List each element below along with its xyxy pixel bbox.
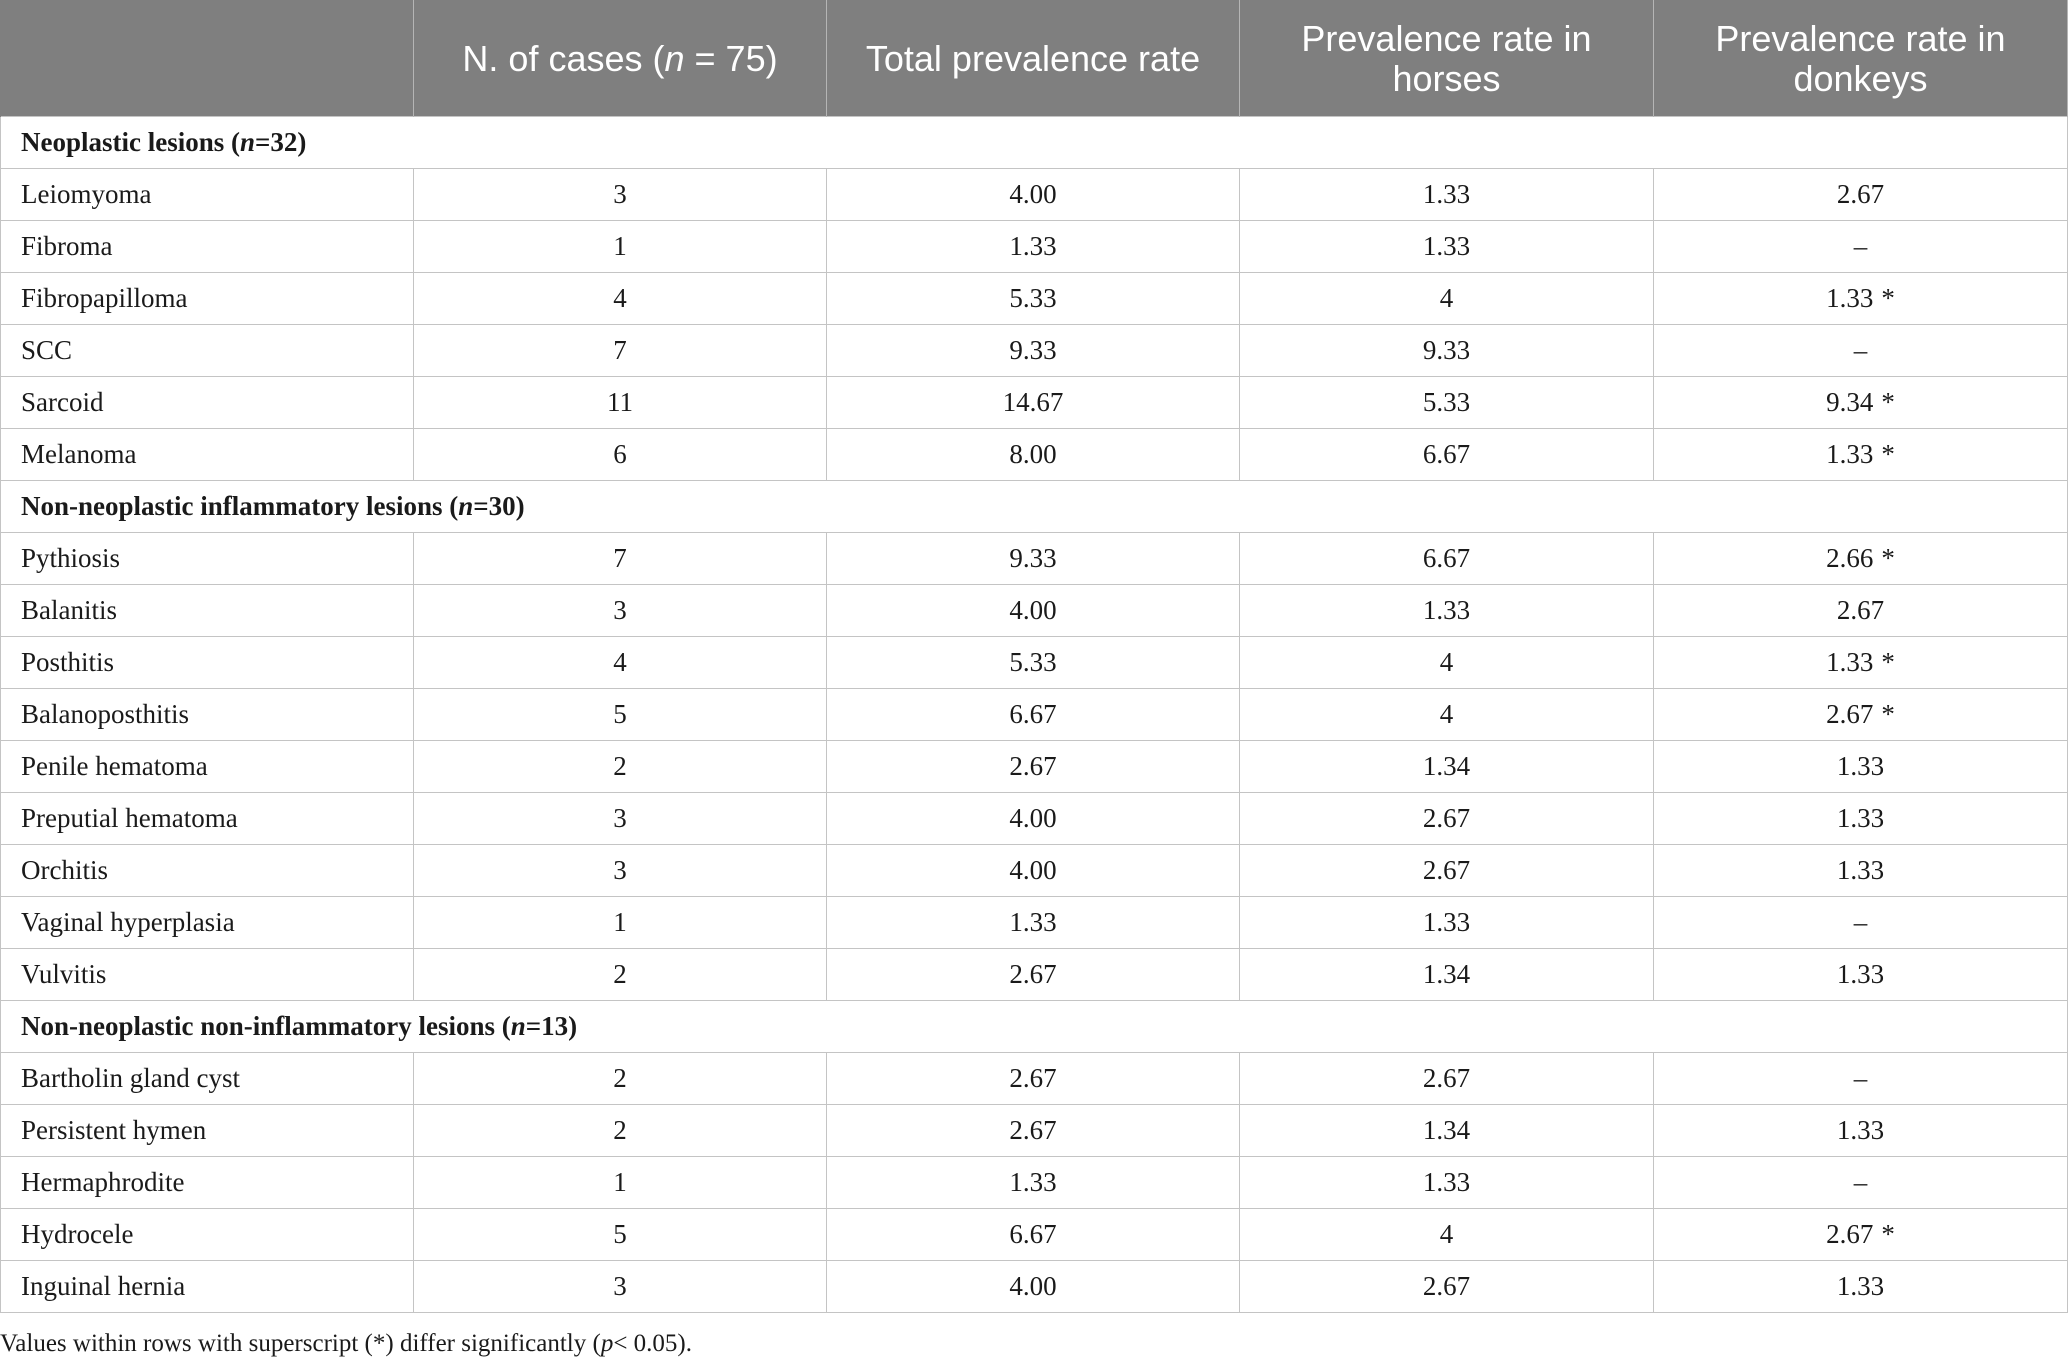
table-row xyxy=(1,1209,2068,1261)
cell-cases: 11 xyxy=(414,377,827,429)
significance-marker: * xyxy=(1881,647,1895,677)
cell-cases: 4 xyxy=(414,273,827,325)
cell-donkeys-prevalence xyxy=(1654,325,2068,377)
cell-donkeys-prevalence xyxy=(1654,1157,2068,1209)
cell-lesion-name: Leiomyoma xyxy=(1,169,414,221)
table-row xyxy=(1,585,2068,637)
cell-total-prevalence: 14.67 xyxy=(827,377,1240,429)
section-row xyxy=(1,481,2068,533)
section-title-text: Non-neoplastic non-inflammatory lesions ( xyxy=(21,1011,511,1041)
cell-donkeys-prevalence xyxy=(1654,533,2068,585)
cell-lesion-name: Vaginal hyperplasia xyxy=(1,897,414,949)
table-header xyxy=(1,1,2068,117)
cell-lesion-name: Pythiosis xyxy=(1,533,414,585)
table-row xyxy=(1,637,2068,689)
cell-donkeys-prevalence xyxy=(1654,1053,2068,1105)
table-row xyxy=(1,533,2068,585)
cell-horses-prevalence: 9.33 xyxy=(1240,325,1654,377)
cell-donkeys-prevalence xyxy=(1654,585,2068,637)
cell-donkeys-prevalence xyxy=(1654,845,2068,897)
cell-cases: 3 xyxy=(414,585,827,637)
donkeys-value: 1.33 xyxy=(1836,855,1885,885)
cell-donkeys-prevalence xyxy=(1654,897,2068,949)
donkeys-value: 1.33 xyxy=(1826,283,1874,313)
cell-donkeys-prevalence xyxy=(1654,689,2068,741)
donkeys-value: 2.67 xyxy=(1836,595,1885,625)
cell-cases: 7 xyxy=(414,533,827,585)
donkeys-value: 9.34 xyxy=(1826,387,1874,417)
cell-horses-prevalence: 1.33 xyxy=(1240,169,1654,221)
cell-total-prevalence: 9.33 xyxy=(827,533,1240,585)
donkeys-value: – xyxy=(1853,231,1868,261)
significance-marker: * xyxy=(1881,439,1895,469)
cell-total-prevalence: 5.33 xyxy=(827,273,1240,325)
cell-lesion-name: Inguinal hernia xyxy=(1,1261,414,1313)
table-footnote xyxy=(0,1330,692,1358)
header-lesion xyxy=(1,1,414,117)
cell-horses-prevalence: 4 xyxy=(1240,1209,1654,1261)
cell-total-prevalence: 4.00 xyxy=(827,793,1240,845)
cell-total-prevalence: 8.00 xyxy=(827,429,1240,481)
cell-cases: 5 xyxy=(414,689,827,741)
table-row xyxy=(1,1261,2068,1313)
section-n-label: n xyxy=(458,491,474,521)
cell-cases: 1 xyxy=(414,1157,827,1209)
cell-total-prevalence: 2.67 xyxy=(827,1053,1240,1105)
cell-cases: 2 xyxy=(414,949,827,1001)
header-cases xyxy=(414,1,827,117)
cell-horses-prevalence: 2.67 xyxy=(1240,793,1654,845)
header-cases-post: = 75) xyxy=(684,37,778,79)
cell-lesion-name: Orchitis xyxy=(1,845,414,897)
header-total-prevalence: Total prevalence rate xyxy=(827,1,1240,117)
section-n-label: n xyxy=(240,127,256,157)
table-row xyxy=(1,169,2068,221)
header-row xyxy=(1,1,2068,117)
table-row xyxy=(1,221,2068,273)
cell-lesion-name: Hermaphrodite xyxy=(1,1157,414,1209)
table-body xyxy=(1,117,2068,1313)
cell-cases: 5 xyxy=(414,1209,827,1261)
cell-cases: 3 xyxy=(414,169,827,221)
cell-lesion-name: Hydrocele xyxy=(1,1209,414,1261)
cell-cases: 2 xyxy=(414,1053,827,1105)
cell-donkeys-prevalence xyxy=(1654,1261,2068,1313)
section-title xyxy=(1,1001,2068,1053)
donkeys-value: – xyxy=(1853,1063,1868,1093)
cell-horses-prevalence: 4 xyxy=(1240,637,1654,689)
cell-cases: 3 xyxy=(414,793,827,845)
cell-total-prevalence: 2.67 xyxy=(827,949,1240,1001)
section-row xyxy=(1,117,2068,169)
cell-horses-prevalence: 2.67 xyxy=(1240,845,1654,897)
cell-lesion-name: SCC xyxy=(1,325,414,377)
cell-lesion-name: Melanoma xyxy=(1,429,414,481)
cell-horses-prevalence: 1.34 xyxy=(1240,741,1654,793)
section-title xyxy=(1,117,2068,169)
cell-total-prevalence: 2.67 xyxy=(827,1105,1240,1157)
cell-total-prevalence: 1.33 xyxy=(827,221,1240,273)
donkeys-value: – xyxy=(1853,1167,1868,1197)
section-title xyxy=(1,481,2068,533)
table-row xyxy=(1,741,2068,793)
cell-donkeys-prevalence xyxy=(1654,169,2068,221)
cell-lesion-name: Vulvitis xyxy=(1,949,414,1001)
cell-horses-prevalence: 6.67 xyxy=(1240,533,1654,585)
cell-lesion-name: Bartholin gland cyst xyxy=(1,1053,414,1105)
table-row xyxy=(1,845,2068,897)
cell-total-prevalence: 1.33 xyxy=(827,1157,1240,1209)
cell-horses-prevalence: 4 xyxy=(1240,689,1654,741)
table-row xyxy=(1,377,2068,429)
significance-marker: * xyxy=(1881,699,1895,729)
cell-horses-prevalence: 2.67 xyxy=(1240,1053,1654,1105)
section-n-value: =32) xyxy=(255,127,307,157)
cell-lesion-name: Fibropapilloma xyxy=(1,273,414,325)
header-cases-pre: N. of cases ( xyxy=(462,37,665,79)
footnote-p: p xyxy=(600,1330,614,1357)
cell-total-prevalence: 2.67 xyxy=(827,741,1240,793)
cell-horses-prevalence: 6.67 xyxy=(1240,429,1654,481)
cell-cases: 2 xyxy=(414,741,827,793)
footnote-post: < 0.05). xyxy=(613,1330,692,1357)
cell-donkeys-prevalence xyxy=(1654,949,2068,1001)
cell-donkeys-prevalence xyxy=(1654,1209,2068,1261)
table-row xyxy=(1,273,2068,325)
cell-lesion-name: Penile hematoma xyxy=(1,741,414,793)
donkeys-value: – xyxy=(1853,907,1868,937)
cell-total-prevalence: 6.67 xyxy=(827,689,1240,741)
table-row xyxy=(1,325,2068,377)
table-row xyxy=(1,1053,2068,1105)
donkeys-value: 1.33 xyxy=(1836,1271,1885,1301)
cell-horses-prevalence: 1.34 xyxy=(1240,1105,1654,1157)
cell-horses-prevalence: 2.67 xyxy=(1240,1261,1654,1313)
header-prevalence-horses: Prevalence rate in horses xyxy=(1240,1,1654,117)
cell-cases: 4 xyxy=(414,637,827,689)
significance-marker: * xyxy=(1881,1219,1895,1249)
cell-cases: 1 xyxy=(414,897,827,949)
cell-lesion-name: Fibroma xyxy=(1,221,414,273)
cell-donkeys-prevalence xyxy=(1654,377,2068,429)
cell-lesion-name: Balanitis xyxy=(1,585,414,637)
cell-donkeys-prevalence xyxy=(1654,793,2068,845)
section-row xyxy=(1,1001,2068,1053)
donkeys-value: 2.67 xyxy=(1826,1219,1874,1249)
donkeys-value: 1.33 xyxy=(1836,751,1885,781)
donkeys-value: 1.33 xyxy=(1836,959,1885,989)
donkeys-value: 1.33 xyxy=(1826,439,1874,469)
donkeys-value: 1.33 xyxy=(1836,803,1885,833)
significance-marker: * xyxy=(1881,283,1895,313)
header-cases-n: n xyxy=(664,37,685,79)
cell-cases: 1 xyxy=(414,221,827,273)
section-n-value: =13) xyxy=(525,1011,578,1041)
section-title-text: Non-neoplastic inflammatory lesions ( xyxy=(21,491,459,521)
cell-cases: 2 xyxy=(414,1105,827,1157)
cell-donkeys-prevalence xyxy=(1654,741,2068,793)
cell-horses-prevalence: 1.34 xyxy=(1240,949,1654,1001)
cell-total-prevalence: 9.33 xyxy=(827,325,1240,377)
cell-total-prevalence: 4.00 xyxy=(827,845,1240,897)
cell-horses-prevalence: 5.33 xyxy=(1240,377,1654,429)
cell-total-prevalence: 4.00 xyxy=(827,1261,1240,1313)
cell-lesion-name: Sarcoid xyxy=(1,377,414,429)
section-n-label: n xyxy=(510,1011,526,1041)
cell-donkeys-prevalence xyxy=(1654,1105,2068,1157)
cell-donkeys-prevalence xyxy=(1654,637,2068,689)
donkeys-value: 2.66 xyxy=(1826,543,1874,573)
cell-cases: 3 xyxy=(414,845,827,897)
donkeys-value: 2.67 xyxy=(1836,179,1885,209)
table-row xyxy=(1,1105,2068,1157)
cell-horses-prevalence: 1.33 xyxy=(1240,221,1654,273)
cell-horses-prevalence: 1.33 xyxy=(1240,897,1654,949)
footnote-pre: Values within rows with superscript (*) differ significantly ( xyxy=(0,1330,601,1357)
donkeys-value: – xyxy=(1853,335,1868,365)
significance-marker: * xyxy=(1881,543,1895,573)
cell-donkeys-prevalence xyxy=(1654,221,2068,273)
cell-total-prevalence: 4.00 xyxy=(827,585,1240,637)
cell-total-prevalence: 1.33 xyxy=(827,897,1240,949)
cell-total-prevalence: 4.00 xyxy=(827,169,1240,221)
cell-total-prevalence: 6.67 xyxy=(827,1209,1240,1261)
cell-horses-prevalence: 4 xyxy=(1240,273,1654,325)
cell-horses-prevalence: 1.33 xyxy=(1240,1157,1654,1209)
table-row xyxy=(1,429,2068,481)
section-n-value: =30) xyxy=(473,491,525,521)
table-row xyxy=(1,689,2068,741)
cell-donkeys-prevalence xyxy=(1654,273,2068,325)
cell-cases: 7 xyxy=(414,325,827,377)
cell-lesion-name: Preputial hematoma xyxy=(1,793,414,845)
significance-marker: * xyxy=(1881,387,1895,417)
table-row xyxy=(1,1157,2068,1209)
cell-total-prevalence: 5.33 xyxy=(827,637,1240,689)
donkeys-value: 1.33 xyxy=(1826,647,1874,677)
cell-lesion-name: Persistent hymen xyxy=(1,1105,414,1157)
cell-cases: 6 xyxy=(414,429,827,481)
table-row xyxy=(1,897,2068,949)
cell-lesion-name: Balanoposthitis xyxy=(1,689,414,741)
cell-lesion-name: Posthitis xyxy=(1,637,414,689)
donkeys-value: 2.67 xyxy=(1826,699,1874,729)
donkeys-value: 1.33 xyxy=(1836,1115,1885,1145)
cell-donkeys-prevalence xyxy=(1654,429,2068,481)
section-title-text: Neoplastic lesions ( xyxy=(21,127,240,157)
table-row xyxy=(1,793,2068,845)
header-prevalence-donkeys: Prevalence rate in donkeys xyxy=(1654,1,2068,117)
cell-cases: 3 xyxy=(414,1261,827,1313)
table-row xyxy=(1,949,2068,1001)
cell-horses-prevalence: 1.33 xyxy=(1240,585,1654,637)
